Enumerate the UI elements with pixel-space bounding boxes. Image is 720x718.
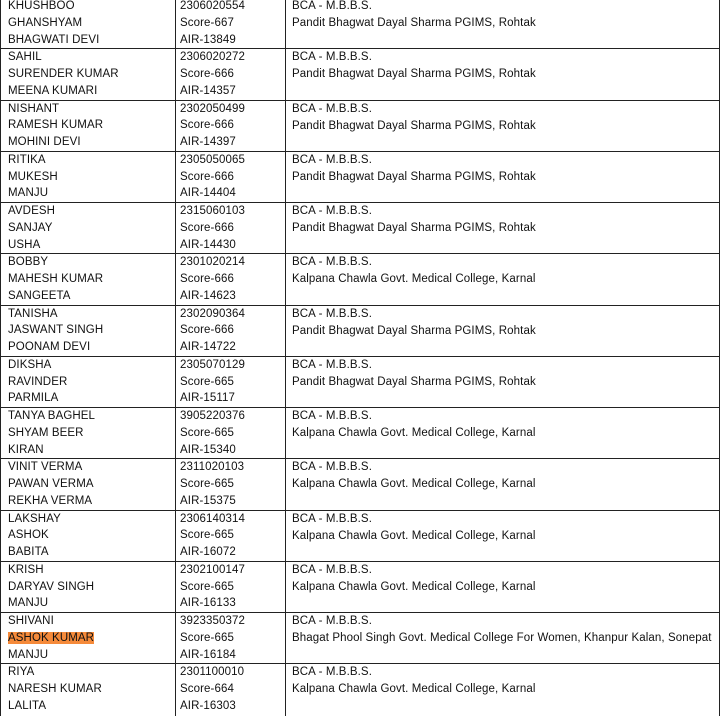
candidate-cell: [0, 613, 176, 663]
college: Pandit Bhagwat Dayal Sharma PGIMS, Rohtak: [292, 375, 536, 388]
course: BCA - M.B.B.S.: [292, 307, 373, 320]
table-row: [0, 101, 720, 152]
score: Score-665: [180, 580, 234, 593]
score: Score-666: [180, 119, 234, 132]
candidate-cell: [0, 562, 176, 612]
all-india-rank: AIR-14397: [180, 136, 236, 148]
course: BCA - M.B.B.S.: [292, 615, 373, 627]
candidate-name: KRISH: [8, 563, 44, 576]
score: Score-665: [180, 426, 234, 439]
roll-number: 2306140314: [180, 512, 245, 525]
roll-number: 2315060103: [180, 205, 245, 217]
father-name: SHYAM BEER: [8, 426, 84, 439]
score: Score-666: [180, 221, 234, 234]
exam-cell: [176, 562, 286, 612]
father-name: SANJAY: [8, 221, 53, 234]
college: Kalpana Chawla Govt. Medical College, Karnal: [292, 478, 536, 491]
exam-cell: [176, 408, 286, 458]
candidate-cell: [0, 511, 176, 561]
course: BCA - M.B.B.S.: [292, 0, 373, 12]
roll-number: 2305070129: [180, 358, 245, 371]
mother-name: MANJU: [8, 187, 49, 200]
exam-cell: [176, 306, 286, 356]
score: Score-666: [180, 324, 234, 337]
candidate-cell: [0, 152, 176, 202]
all-india-rank: AIR-14357: [180, 84, 236, 97]
exam-cell: [176, 511, 286, 561]
exam-cell: [176, 357, 286, 407]
all-india-rank: AIR-14430: [180, 238, 236, 251]
allotment-cell: [286, 613, 720, 663]
college: Kalpana Chawla Govt. Medical College, Karnal: [292, 427, 536, 440]
father-name: RAVINDER: [8, 375, 68, 388]
allotment-cell: [286, 408, 720, 458]
table-row: [0, 49, 720, 100]
allotment-cell: [286, 203, 720, 253]
candidate-name: SHIVANI: [8, 615, 54, 627]
father-name: [8, 630, 175, 647]
course: BCA - M.B.B.S.: [292, 563, 373, 576]
highlighted-father-name: ASHOK KUMAR: [8, 631, 95, 644]
candidate-name: SAHIL: [8, 51, 42, 64]
roll-number: 2306020272: [180, 51, 245, 64]
exam-cell: [176, 0, 286, 48]
allotment-cell: [286, 49, 720, 99]
college: Bhagat Phool Singh Govt. Medical College For Women, Khanpur Kalan, Sonepat: [292, 632, 712, 645]
roll-number: 3923350372: [180, 615, 245, 627]
allotment-cell: [286, 664, 720, 715]
mother-name: MANJU: [8, 648, 49, 661]
mother-name: BABITA: [8, 546, 49, 558]
table-row: [0, 664, 720, 715]
candidate-cell: [0, 664, 176, 715]
candidate-cell: [0, 459, 176, 509]
roll-number: 2301020214: [180, 256, 245, 269]
table-row: [0, 613, 720, 664]
table-row: [0, 152, 720, 203]
candidate-cell: [0, 306, 176, 356]
score: Score-665: [180, 478, 234, 490]
mother-name: LALITA: [8, 700, 47, 713]
father-name: JASWANT SINGH: [8, 324, 104, 337]
candidate-cell: [0, 101, 176, 151]
table-row: [0, 254, 720, 305]
allotment-cell: [286, 459, 720, 509]
mother-name: SANGEETA: [8, 289, 71, 302]
all-india-rank: AIR-13849: [180, 33, 236, 46]
table-row: [0, 408, 720, 459]
allotment-cell: [286, 562, 720, 612]
roll-number: 2301100010: [180, 666, 245, 679]
candidate-cell: [0, 203, 176, 253]
all-india-rank: AIR-15340: [180, 443, 236, 456]
candidate-name: RIYA: [8, 666, 35, 679]
course: BCA - M.B.B.S.: [292, 153, 373, 166]
father-name: MUKESH: [8, 170, 58, 183]
score: Score-667: [180, 16, 234, 29]
candidate-name: RITIKA: [8, 153, 46, 166]
table-row: [0, 0, 720, 49]
table-row: [0, 562, 720, 613]
roll-number: 2306020554: [180, 0, 245, 12]
mother-name: MOHINI DEVI: [8, 136, 81, 148]
candidate-name: TANYA BAGHEL: [8, 410, 96, 422]
course: BCA - M.B.B.S.: [292, 410, 373, 422]
exam-cell: [176, 664, 286, 715]
course: BCA - M.B.B.S.: [292, 461, 373, 474]
father-name: MAHESH KUMAR: [8, 273, 104, 285]
mother-name: POONAM DEVI: [8, 341, 91, 353]
candidate-cell: [0, 408, 176, 458]
score: Score-666: [180, 273, 234, 285]
allotment-cell: [286, 101, 720, 151]
exam-cell: [176, 101, 286, 151]
mother-name: KIRAN: [8, 443, 44, 456]
mother-name: PARMILA: [8, 392, 59, 405]
score: Score-665: [180, 631, 234, 644]
candidate-name: NISHANT: [8, 102, 60, 115]
father-name: RAMESH KUMAR: [8, 119, 104, 132]
all-india-rank: AIR-14623: [180, 289, 236, 302]
exam-cell: [176, 152, 286, 202]
table-row: [0, 306, 720, 357]
candidate-cell: [0, 357, 176, 407]
father-name: ASHOK: [8, 529, 49, 542]
score: Score-664: [180, 683, 234, 696]
college: Pandit Bhagwat Dayal Sharma PGIMS, Rohtak: [292, 170, 536, 183]
college: Kalpana Chawla Govt. Medical College, Karnal: [292, 273, 536, 286]
candidate-cell: [0, 0, 176, 48]
table-left-border: [0, 0, 1, 716]
score: Score-666: [180, 170, 234, 183]
mother-name: USHA: [8, 238, 41, 251]
father-name: PAWAN VERMA: [8, 478, 94, 490]
allotment-cell: [286, 511, 720, 561]
father-name: DARYAV SINGH: [8, 580, 95, 593]
table-row: [0, 357, 720, 408]
candidate-name: DIKSHA: [8, 358, 52, 371]
all-india-rank: AIR-16072: [180, 546, 236, 558]
table-row: [0, 511, 720, 562]
roll-number: 2311020103: [180, 461, 245, 474]
table-row: [0, 459, 720, 510]
father-name: SURENDER KUMAR: [8, 68, 119, 80]
candidate-name: LAKSHAY: [8, 512, 61, 525]
all-india-rank: AIR-15117: [180, 392, 236, 405]
allotment-cell: [286, 0, 720, 48]
candidate-name: TANISHA: [8, 307, 58, 320]
allotment-cell: [286, 152, 720, 202]
course: BCA - M.B.B.S.: [292, 51, 373, 64]
course: BCA - M.B.B.S.: [292, 512, 373, 525]
roll-number: 2302050499: [180, 102, 245, 115]
college: Kalpana Chawla Govt. Medical College, Karnal: [292, 580, 536, 593]
all-india-rank: AIR-14404: [180, 187, 236, 200]
college: Kalpana Chawla Govt. Medical College, Karnal: [292, 529, 536, 542]
mother-name: BHAGWATI DEVI: [8, 33, 100, 46]
college: Pandit Bhagwat Dayal Sharma PGIMS, Rohtak: [292, 68, 536, 81]
mother-name: REKHA VERMA: [8, 494, 93, 507]
roll-number: 2305050065: [180, 153, 245, 166]
college: Pandit Bhagwat Dayal Sharma PGIMS, Rohtak: [292, 222, 536, 235]
candidate-name: VINIT VERMA: [8, 461, 83, 474]
allotment-cell: [286, 306, 720, 356]
course: BCA - M.B.B.S.: [292, 205, 373, 217]
exam-cell: [176, 203, 286, 253]
candidate-cell: [0, 49, 176, 99]
college: Pandit Bhagwat Dayal Sharma PGIMS, Rohtak: [292, 324, 536, 337]
score: Score-665: [180, 529, 234, 542]
allotment-cell: [286, 357, 720, 407]
father-name: GHANSHYAM: [8, 16, 83, 29]
allotment-cell: [286, 254, 720, 304]
mother-name: MANJU: [8, 597, 49, 610]
all-india-rank: AIR-15375: [180, 494, 236, 507]
course: BCA - M.B.B.S.: [292, 102, 373, 115]
college: Pandit Bhagwat Dayal Sharma PGIMS, Rohtak: [292, 17, 536, 30]
roll-number: 2302100147: [180, 563, 245, 576]
college: Kalpana Chawla Govt. Medical College, Karnal: [292, 683, 536, 696]
exam-cell: [176, 49, 286, 99]
roll-number: 2302090364: [180, 307, 245, 320]
father-name: NARESH KUMAR: [8, 683, 102, 696]
candidate-name: BOBBY: [8, 256, 49, 269]
all-india-rank: AIR-16184: [180, 648, 236, 661]
candidate-cell: [0, 254, 176, 304]
score: Score-666: [180, 68, 234, 80]
candidate-name: AVDESH: [8, 205, 56, 217]
exam-cell: [176, 459, 286, 509]
course: BCA - M.B.B.S.: [292, 358, 373, 371]
exam-cell: [176, 613, 286, 663]
candidate-name: KHUSHBOO: [8, 0, 75, 12]
all-india-rank: AIR-14722: [180, 341, 236, 353]
score: Score-665: [180, 375, 234, 388]
table-row: [0, 203, 720, 254]
all-india-rank: AIR-16133: [180, 597, 236, 610]
roll-number: 3905220376: [180, 410, 245, 422]
all-india-rank: AIR-16303: [180, 700, 236, 713]
course: BCA - M.B.B.S.: [292, 256, 373, 269]
exam-cell: [176, 254, 286, 304]
college: Pandit Bhagwat Dayal Sharma PGIMS, Rohtak: [292, 119, 536, 132]
mother-name: MEENA KUMARI: [8, 84, 98, 97]
course: BCA - M.B.B.S.: [292, 666, 373, 679]
